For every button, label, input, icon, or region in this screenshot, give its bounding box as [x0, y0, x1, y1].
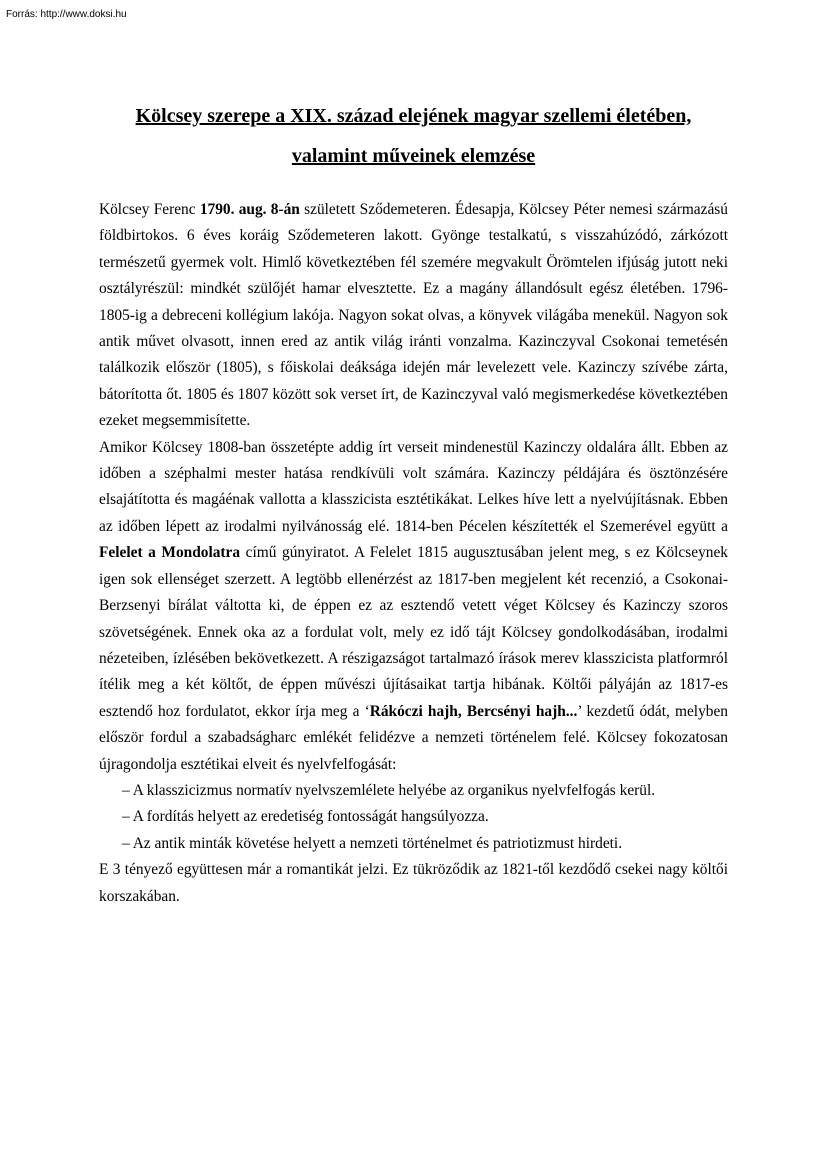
title-line-1: Kölcsey szerepe a XIX. század elejének magyar szellemi életében, — [135, 105, 692, 127]
paragraph-3: E 3 tényező együttesen már a romantikát jelzi. Ez tükröződik az 1821-től kezdődő csekei nagy költői korszakában. — [99, 861, 728, 905]
paragraph-1-text-c: született Sződemeteren. Édesapja, Kölcsey Péter nemesi származású földbirtokos. 6 éves koráig Sződemeteren lakott. Gyönge testalkatú, s visszahúzódó, zárkózott természetű gyermek volt. Himlő következtében fél szemére megvakult Örömtelen ifjúság jutott neki osztályrészül: mindkét szülőjét hamar elvesztette. Ez a magány állandósult egész életében. 1796-1805-ig a debreceni kollégium lakója. Nagyon sokat olvas, a könyvek világába menekül. Nagyon sok antik művet olvasott, innen ered az antik világ iránti vonzalma. Kazinczyval Csokonai temetésén találkozik először (1805), s főiskolai deáksága idején már levelezett vele. Kazinczy szívébe zárta, bátorította őt. 1805 és 1807 között sok verset írt, de Kazinczyval való megismerkedése következtében ezeket megsemmisítette. — [99, 201, 728, 430]
work-title-felelet: Felelet a Mondolatra — [99, 544, 241, 562]
list-item: – A fordítás helyett az eredetiség fontosságát hangsúlyozza. — [122, 808, 489, 826]
paragraph-2 — [99, 435, 728, 778]
list-item: – A klasszicizmus normatív nyelvszemlélete helyébe az organikus nyelvfelfogás kerül. — [122, 781, 656, 799]
list-item: – Az antik minták követése helyett a nemzeti történelmet és patriotizmust hirdeti. — [122, 834, 623, 852]
source-label: Forrás: http://www.doksi.hu — [6, 9, 127, 20]
document-title — [60, 96, 767, 176]
paragraph-2-text-a: Amikor Kölcsey 1808-ban összetépte addig írt verseit mindenestül Kazinczy oldalára állt. Ebben az időben a széphalmi mester hatása rendkívüli volt számára. Kazinczy példájára és ösztönzésére elsajátította és magáénak vallotta a klasszicista esztétikákat. Lelkes híve lett a nyelvújításnak. Ebben az időben lépett az irodalmi nyilvánosság elé. 1814-ben Pécelen készítették el Szemerével együtt a — [99, 438, 728, 535]
document-body — [99, 197, 728, 910]
birth-date: 1790. aug. 8-án — [199, 201, 300, 218]
title-line-2: valamint műveinek elemzése — [291, 145, 536, 167]
paragraph-1 — [99, 197, 728, 435]
work-title-rakoczi: Rákóczi hajh, Bercsényi hajh... — [369, 702, 578, 720]
paragraph-2-text-e: ’ kezdetű ódát, melyben először fordul a szabadságharc emlékét felidézve a nemzeti történelem felé. Kölcsey fokozatosan újragondolja esztétikai elveit és nyelvfelfogását: — [99, 702, 728, 773]
paragraph-1-text-a: Kölcsey Ferenc — [99, 201, 200, 218]
paragraph-2-text-c: című gúnyiratot. A Felelet 1815 augusztusában jelent meg, s ez Kölcseynek igen sok ellenséget szerzett. A legtöbb ellenérzést az 1817-ben megjelent két recenzió, a Csokonai-Berzsenyi bírálat váltotta ki, de éppen ez az esztendő vetett véget Kölcsey és Kazinczy szoros szövetségének. Ennek oka az a fordulat volt, mely ez idő tájt Kölcsey gondolkodásában, irodalmi nézeteiben, ízlésében bekövetkezett. A részigazságot tartalmazó írások merev klasszicista platformról ítélik meg a két költőt, de éppen művészi újításaikat tartja hibának. Költői pályáján az 1817-es esztendő hoz fordulatot, ekkor írja meg a ‘ — [99, 544, 729, 720]
